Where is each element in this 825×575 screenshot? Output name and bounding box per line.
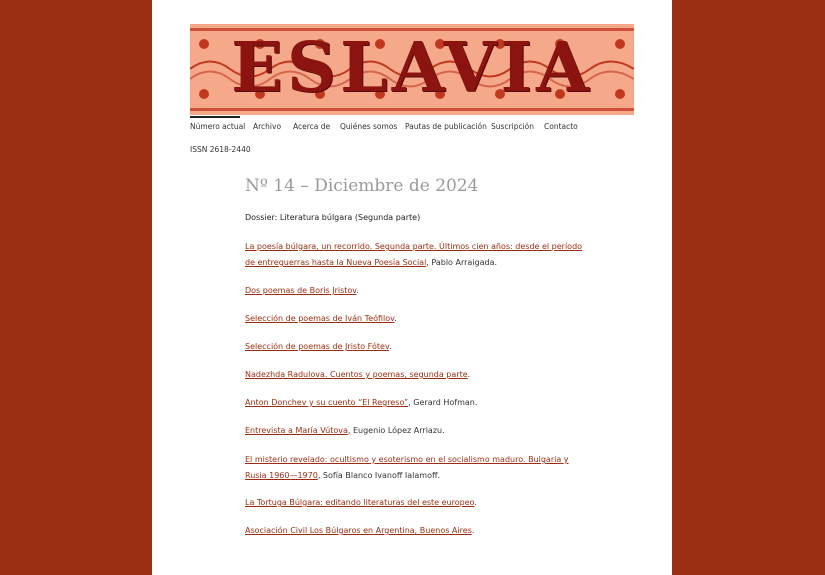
article-link[interactable]: El misterio revelado: ocultismo y esoterismo en el socialismo maduro. Bulgaria y Rusia 1960—1970 bbox=[245, 455, 569, 480]
article-link[interactable]: Anton Donchev y su cuento “El Regreso” bbox=[245, 398, 409, 407]
article-author: . bbox=[471, 526, 475, 535]
nav-contacto[interactable]: Contacto bbox=[544, 122, 578, 131]
article-link[interactable]: Asociación Civil Los Búlgaros en Argentina, Buenos Aires bbox=[245, 526, 472, 535]
article-entry bbox=[245, 395, 585, 411]
article-author: , Eugenio López Arriazu. bbox=[347, 426, 445, 435]
article-author: . bbox=[356, 286, 359, 295]
nav-pautas-publicacion[interactable]: Pautas de publicación bbox=[405, 122, 487, 131]
article-entry bbox=[245, 311, 585, 327]
article-link[interactable]: Selección de poemas de Jristo Fótev bbox=[245, 342, 390, 351]
article-entry bbox=[245, 367, 585, 383]
article-author: , Pablo Arraigada. bbox=[426, 258, 498, 267]
article-entry bbox=[245, 339, 585, 355]
article-author: . bbox=[474, 498, 477, 507]
article-entry bbox=[245, 523, 585, 539]
site-logo-title[interactable]: ESLAVIA bbox=[231, 28, 593, 108]
main-nav bbox=[190, 116, 634, 138]
article-link[interactable]: Dos poemas de Boris Jristov bbox=[245, 286, 357, 295]
nav-quienes-somos[interactable]: Quiénes somos bbox=[340, 122, 398, 131]
article-link[interactable]: Selección de poemas de Iván Teófilov bbox=[245, 314, 395, 323]
issn-label[interactable]: ISSN 2618-2440 bbox=[190, 145, 251, 154]
article-author: . bbox=[389, 342, 392, 351]
issue-title: Nº 14 – Diciembre de 2024 bbox=[245, 176, 479, 196]
article-link[interactable]: La poesía búlgara, un recorrido. Segunda parte. Últimos cien años: desde el período de entreguerras hasta la Nueva Poesía Social bbox=[245, 242, 583, 267]
dossier-heading: Dossier: Literatura búlgara (Segunda parte) bbox=[245, 213, 421, 222]
article-link[interactable]: Nadezhda Radulova. Cuentos y poemas, segunda parte bbox=[245, 370, 468, 379]
nav-suscripcion[interactable]: Suscripción bbox=[491, 122, 535, 131]
article-author: , Sofía Blanco Ivanoff Ialamoff. bbox=[317, 471, 441, 480]
article-entry bbox=[245, 423, 585, 439]
nav-archivo[interactable]: Archivo bbox=[253, 122, 282, 131]
article-author: . bbox=[394, 314, 397, 323]
article-entry bbox=[245, 283, 585, 299]
site-banner[interactable] bbox=[190, 24, 634, 115]
content-page bbox=[152, 0, 672, 575]
article-author: , Gerard Hofman. bbox=[408, 398, 478, 407]
article-entry bbox=[245, 452, 585, 484]
article-link[interactable]: La Tortuga Búlgara: editando literaturas del este europeo bbox=[245, 498, 475, 507]
nav-numero-actual[interactable]: Número actual bbox=[190, 122, 246, 131]
article-entry bbox=[245, 495, 585, 511]
article-entry bbox=[245, 239, 585, 271]
article-link[interactable]: Entrevista a María Vútova bbox=[245, 426, 348, 435]
article-author: . bbox=[467, 370, 471, 379]
nav-acerca-de[interactable]: Acerca de bbox=[293, 122, 331, 131]
